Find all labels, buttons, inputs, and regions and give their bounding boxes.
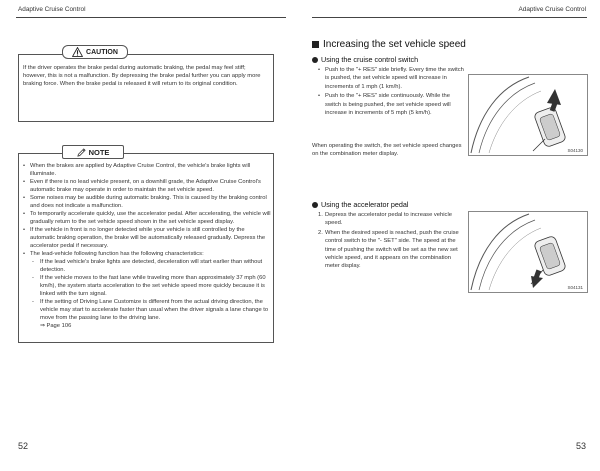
steering-switch-illustration: [469, 75, 587, 155]
caution-label: [62, 45, 128, 59]
section-title: [312, 39, 466, 50]
note-item: • To temporarily accelerate quickly, use the accelerator pedal. After accelerating, the vehicle will gradually return to the set vehicle speed shown in the set vehicle speed display.: [23, 210, 271, 226]
section-title-text: Increasing the set vehicle speed: [323, 39, 466, 50]
page-reference: ⇒ Page 106: [40, 323, 72, 329]
switch-footer-text: When operating the switch, the set vehicle speed changes on the combination meter display.: [312, 143, 462, 158]
figure-switch-down: [468, 211, 588, 293]
note-sub-item: - If the setting of Driving Lane Customize is different from the actual driving direction, the vehicle may start to accelerate faster than usual when the driver signals a lane change to move from the passing lane to the driving lane.: [30, 298, 271, 322]
arrow-up-icon: [547, 89, 561, 105]
subheading-switch: [312, 55, 418, 64]
switch-instructions: [318, 66, 464, 118]
subheading-accelerator-text: Using the accelerator pedal: [321, 200, 409, 209]
step-text: When the desired speed is reached, push the cruise control switch to the "- SET" side. The speed at the time of pushing the switch will be set as the new set vehicle speed, and it appears on the combination meter display.: [325, 229, 459, 270]
note-item-characteristics: [23, 250, 271, 330]
note-box: [18, 153, 274, 343]
step-number: 1.: [318, 212, 323, 218]
square-bullet-icon: [312, 41, 319, 48]
note-label-text: NOTE: [88, 147, 110, 157]
figure-switch-up: [468, 74, 588, 156]
note-list: [23, 162, 271, 330]
accelerator-instructions: [318, 211, 464, 272]
accelerator-step-list: [318, 211, 464, 271]
caution-box: [18, 54, 274, 122]
warning-triangle-icon: [72, 47, 83, 57]
step-number: 2.: [318, 229, 323, 236]
subheading-accelerator: [312, 200, 409, 209]
subheading-switch-text: Using the cruise control switch: [321, 55, 419, 64]
page-number-left: 52: [18, 441, 29, 451]
header-rule-right: [312, 17, 587, 18]
note-sub-list: [30, 258, 271, 322]
steering-switch-illustration: [469, 212, 587, 292]
accelerator-step: [318, 229, 464, 271]
note-item-text: The lead-vehicle following function has the following characteristics:: [30, 251, 204, 257]
note-item: • If the vehicle in front is no longer detected while your vehicle is still controlled by the automatic braking operation, the brake will be automatically released gradually. Depress the accelerator pedal if necessary.: [23, 226, 271, 250]
note-sub-item: - If the lead vehicle's brake lights are detected, deceleration will start earlier than without detection.: [30, 258, 271, 274]
header-right-title: Adaptive Cruise Control: [518, 6, 586, 13]
accelerator-step: [318, 211, 464, 228]
dot-bullet-icon: [312, 202, 318, 208]
note-item: • Even if there is no lead vehicle present, on a downhill grade, the Adaptive Cruise Control's automatic brake may operate in order to maintain the set vehicle speed.: [23, 178, 271, 194]
switch-bullet-list: [318, 66, 464, 117]
header-rule-left: [16, 17, 286, 18]
dot-bullet-icon: [312, 57, 318, 63]
note-item: • Some noises may be audible during automatic braking. This is caused by the braking control and does not indicate a malfunction.: [23, 194, 271, 210]
header-left-title: Adaptive Cruise Control: [18, 6, 86, 13]
page-number-right: 53: [575, 441, 586, 451]
step-text: Depress the accelerator pedal to increase vehicle speed.: [325, 212, 452, 227]
figure-code: S04131: [567, 285, 583, 290]
note-label: [62, 145, 124, 159]
arrow-down-icon: [531, 276, 543, 288]
note-item: • When the brakes are applied by Adaptive Cruise Control, the vehicle's brake lights will illuminate.: [23, 162, 271, 178]
caution-text: If the driver operates the brake pedal during automatic braking, the pedal may feel stiff; however, this is not a malfunction. By depressing the brake pedal further you can apply more braking force. When the brake pedal is released it will return to its original condition.: [23, 65, 261, 88]
switch-bullet: • Push to the "+ RES" side briefly. Every time the switch is pushed, the set vehicle speed will increase in increments of 1 mph (1 km/h).: [318, 66, 464, 91]
figure-code: S04130: [567, 148, 583, 153]
note-sub-item: - If the vehicle moves to the fast lane while traveling more than approximately 37 mph (60 km/h), the system starts acceleration to the set vehicle speed more quickly because it is linked with the turn signal.: [30, 274, 271, 298]
pencil-icon: [77, 148, 86, 157]
switch-bullet: • Push to the "+ RES" side continuously. While the switch is being pushed, the set vehicle speed will increase in increments of 5 mph (5 km/h).: [318, 92, 464, 117]
caution-label-text: CAUTION: [86, 48, 118, 56]
